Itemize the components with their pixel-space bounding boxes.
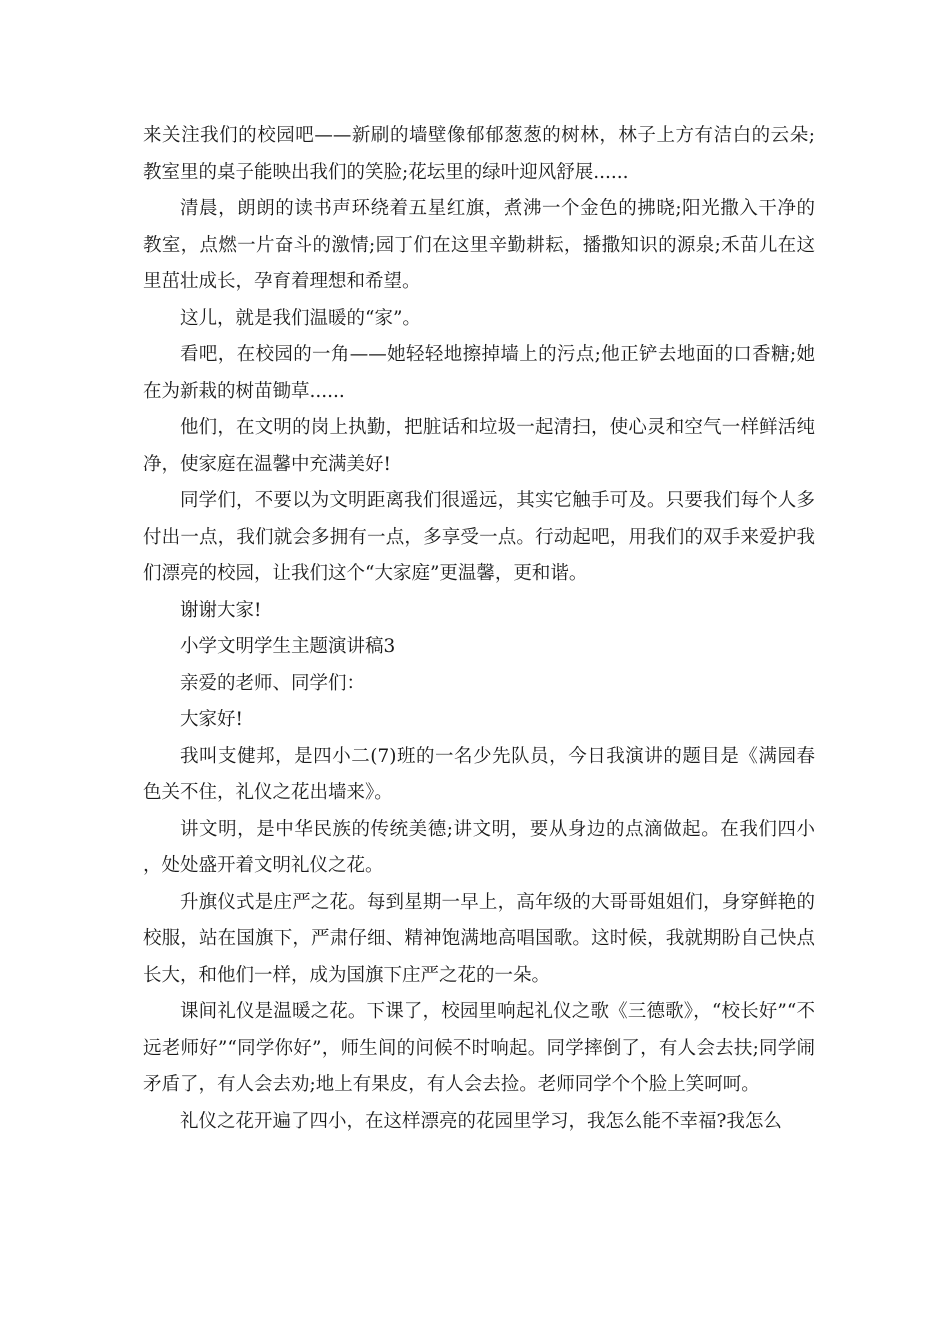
paragraph: 我叫支健邦，是四小二(7)班的一名少先队员，今日我演讲的题目是《满园春色关不住，礼仪之花出墙来》。: [143, 745, 815, 803]
closing-line: 谢谢大家!: [180, 599, 262, 621]
paragraph: 课间礼仪是温暖之花。下课了，校园里响起礼仪之歌《三德歌》，“校长好”“不远老师好”“同学你好”，师生间的问候不时响起。同学摔倒了，有人会去扶;同学闹矛盾了，有人会去劝;地上有果皮，有人会去捡。老师同学个个脸上笑呵呵。: [143, 1001, 815, 1095]
paragraph: 看吧，在校园的一角——她轻轻地擦掉墙上的污点;他正铲去地面的口香糖;她在为新栽的树苗锄草......: [143, 344, 815, 402]
paragraph: 这儿，就是我们温暖的“家”。: [180, 307, 421, 329]
salutation: 亲爱的老师、同学们：: [180, 672, 366, 694]
paragraph: 讲文明，是中华民族的传统美德;讲文明，要从身边的点滴做起。在我们四小，处处盛开着文明礼仪之花。: [143, 818, 815, 876]
paragraph: 他们，在文明的岗上执勤，把脏话和垃圾一起清扫，使心灵和空气一样鲜活纯净，使家庭在温馨中充满美好!: [143, 417, 815, 475]
section-title: 小学文明学生主题演讲稿3: [180, 636, 396, 657]
paragraph: 礼仪之花开遍了四小，在这样漂亮的花园里学习，我怎么能不幸福?我怎么: [180, 1110, 782, 1132]
paragraph: 清晨，朗朗的读书声环绕着五星红旗，煮沸一个金色的拂晓;阳光撒入干净的教室，点燃一片奋斗的激情;园丁们在这里辛勤耕耘，播撒知识的源泉;禾苗儿在这里茁壮成长，孕育着理想和希望。: [143, 198, 815, 292]
paragraph: 同学们，不要以为文明距离我们很遥远，其实它触手可及。只要我们每个人多付出一点，我们就会多拥有一点，多享受一点。行动起吧，用我们的双手来爱护我们漂亮的校园，让我们这个“大家庭”更温馨，更和谐。: [143, 490, 815, 584]
document-body: [143, 118, 815, 1140]
paragraph: 来关注我们的校园吧——新刷的墙壁像郁郁葱葱的树林，林子上方有洁白的云朵;教室里的桌子能映出我们的笑脸;花坛里的绿叶迎风舒展......: [143, 125, 815, 183]
greeting: 大家好!: [180, 709, 243, 730]
paragraph: 升旗仪式是庄严之花。每到星期一早上，高年级的大哥哥姐姐们，身穿鲜艳的校服，站在国旗下，严肃仔细、精神饱满地高唱国歌。这时候，我就期盼自己快点长大，和他们一样，成为国旗下庄严之花的一朵。: [143, 891, 815, 986]
